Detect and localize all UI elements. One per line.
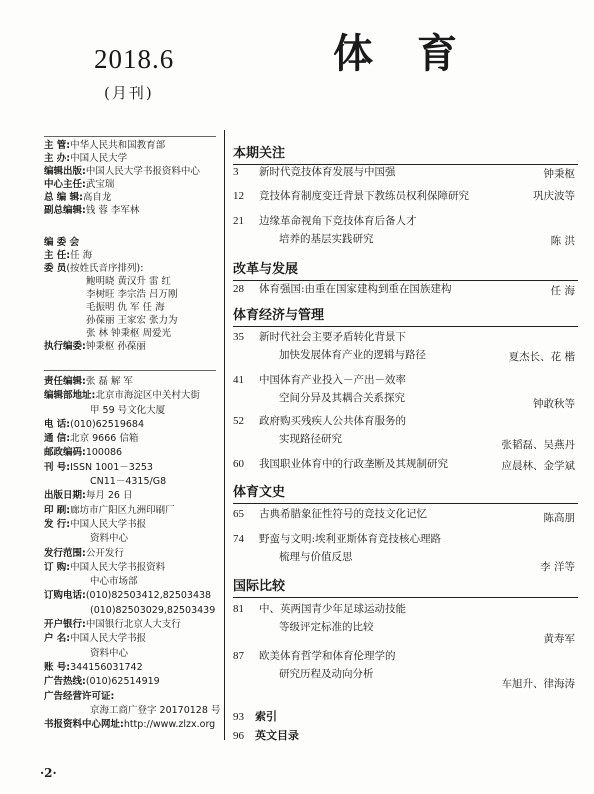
publication-info	[44, 375, 220, 732]
masthead-line: 总 编 辑:高自龙	[44, 192, 112, 203]
section-heading: 体育文史	[233, 481, 578, 504]
publication-info-line: 发 行:中国人民大学书报	[44, 518, 147, 530]
publication-info-line: 账 号:344156031742	[44, 661, 143, 673]
publication-info-line: 责任编辑:张 磊 解 军	[44, 376, 133, 387]
publication-info-line: 广告经营许可证:	[44, 690, 115, 702]
publication-info-line: CN11－4315/G8	[90, 476, 167, 488]
masthead-line: 主 管:中华人民共和国教育部	[44, 140, 166, 151]
masthead-line: 副总编辑:钱 蓉 李军林	[44, 205, 140, 216]
publication-info-line: 开户银行:中国银行北京人大支行	[44, 619, 181, 631]
publication-info-line: 刊 号:ISSN 1001－3253	[44, 461, 153, 473]
section-heading: 本期关注	[233, 142, 578, 165]
column-divider	[224, 130, 225, 740]
publication-info-line: 邮政编码:100086	[44, 447, 123, 459]
page-number: ·2·	[40, 766, 57, 780]
publication-frequency: (月刊)	[104, 84, 154, 102]
publication-info-line: 通 信:北京 9666 信箱	[44, 433, 139, 445]
publication-info-line: 户 名:中国人民大学书报	[44, 633, 147, 645]
publication-info-line: 编辑部地址:北京市海淀区中关村大街	[44, 390, 200, 402]
publication-info-line: 中心市场部	[90, 576, 138, 588]
editorial-board-heading: 编 委 会	[44, 237, 80, 248]
section-heading: 体育经济与管理	[233, 304, 578, 327]
journal-title: 体育	[333, 30, 501, 77]
board-chair: 主 任:任 海	[44, 250, 93, 261]
publication-info-line: 订购电话:(010)82503412,82503438	[44, 590, 212, 602]
publication-divider	[44, 370, 216, 371]
publication-info-line: 京海工商广登字 20170128 号	[90, 704, 221, 716]
english-contents-entry[interactable]: 96 英文目录	[233, 729, 299, 742]
masthead-block	[44, 139, 200, 217]
board-member-line: 张 林 钟秉枢 周爱光	[86, 328, 172, 339]
masthead-divider	[44, 136, 216, 137]
publication-info-line: 出版日期:每月 26 日	[44, 490, 133, 502]
executive-editors: 执行编委:钟秉枢 孙葆丽	[44, 341, 146, 352]
masthead-line: 中心主任:武宝瑞	[44, 179, 115, 190]
board-member-line: 孙葆丽 王家宏 张力为	[86, 315, 178, 326]
issue-number: 2018.6	[94, 44, 175, 74]
publication-info-line: 资料中心	[90, 647, 129, 659]
editorial-board	[44, 236, 178, 353]
section-heading: 国际比较	[233, 575, 578, 598]
publication-info-line: 书报资料中心网址:http://www.zlzx.org	[44, 719, 216, 731]
publication-info-line: 广告热线:(010)62514919	[44, 676, 160, 688]
publication-info-line: 印 刷:廊坊市广阳区九洲印刷厂	[44, 504, 175, 516]
board-members-label: 委 员(按姓氏音序排列):	[44, 263, 144, 274]
index-entry[interactable]: 93 索引	[233, 710, 277, 723]
publication-info-line: 发行范围:公开发行	[44, 547, 124, 559]
board-member-line: 毛振明 仇 军 任 海	[86, 302, 165, 313]
publication-info-line: 资料中心	[90, 533, 129, 545]
masthead-line: 编辑出版:中国人民大学书报资料中心	[44, 166, 200, 177]
publication-info-line: 甲 59 号文化大厦	[90, 404, 166, 416]
publication-info-line: 订 购:中国人民大学书报资料	[44, 561, 166, 573]
masthead-line: 主 办:中国人民大学	[44, 153, 128, 164]
publication-info-line: 电 话:(010)62519684	[44, 418, 145, 430]
section-heading: 改革与发展	[233, 258, 578, 281]
board-member-line: 鲍明晓 黄汉升 雷 红	[86, 276, 172, 287]
board-member-line: 李树旺 李宗浩 吕万刚	[86, 289, 178, 300]
publication-info-line: (010)82503029,82503439	[90, 604, 216, 616]
